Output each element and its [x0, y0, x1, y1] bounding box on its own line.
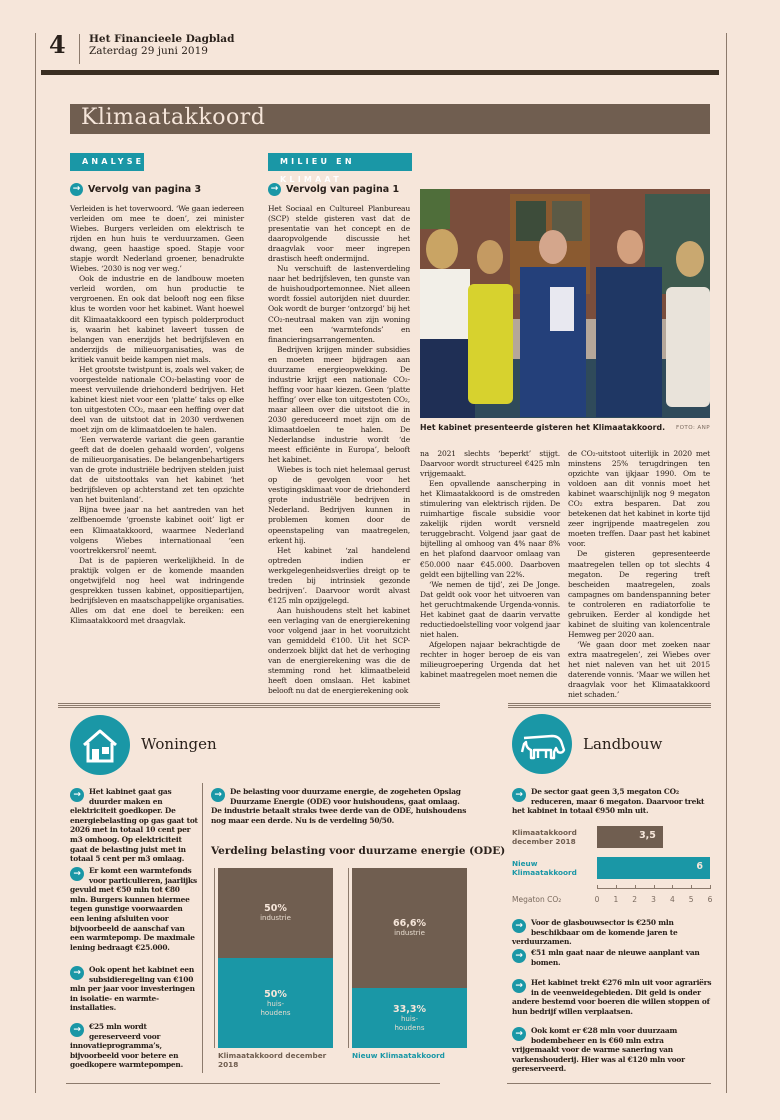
woningen-bottom-rule	[66, 1083, 440, 1084]
paragraph: Het grootste twistpunt is, zoals wel vaker, de voorgestelde nationale CO₂-belasting voor de meest vervuilende driehonderd bedrijven. Het kabinet kiest niet voor een ‘platte’ taks op elke ton uitgestoten CO₂, maar een heffing over dat deel van de uitstoot dat in 2030 verdwenen moet zijn om de klimaatdoelen te halen.	[70, 364, 244, 435]
segment-value: 33,3%	[393, 1003, 426, 1015]
segment-industrie	[352, 868, 467, 988]
x-tick	[672, 885, 673, 889]
segment-label: huis- houdens	[260, 999, 291, 1017]
photo-credit: FOTO: ANP	[676, 425, 710, 431]
paragraph: De gisteren gepresenteerde maatregelen tellen op tot slechts 4 megaton. De regering treft bescheiden maatregelen, zoals campagnes om bandenspanning beter te controleren en radiatorfolie te gebruiken. Eerder al kondigde het kabinet de sluiting van kolencentrale Hemweg per 2020 aan.	[568, 549, 710, 639]
issue-date: Zaterdag 29 juni 2019	[89, 45, 208, 57]
article-milieu-column-1	[268, 204, 410, 696]
paragraph: Nu verschuift de lastenverdeling naar het bedrijfsleven, ten gunste van de huishoudportemonnee. Niet alleen wordt fossiel autorijden niet duurder. Ook wordt de burger ‘ontzorgd’ bij het CO₂-neutraal maken van zijn woning met een ‘warmtefonds’ en financieringsarrangementen.	[268, 264, 410, 344]
x-tick-label: 6	[707, 895, 713, 904]
arrow-right-icon: →	[268, 183, 281, 196]
x-tick	[616, 885, 617, 889]
tag-analyse[interactable]: ANALYSE	[70, 153, 144, 171]
x-tick-label: 3	[651, 895, 656, 904]
ode-stacked-chart	[210, 865, 480, 1070]
paragraph: Verleiden is het toverwoord. ‘We gaan iedereen verleiden om mee te doen’, zei minister Wiebes. Burgers verleiden om elektrisch te rijden en hun huis te verduurzamen. Geen dwang, geen haastige spoed. Stapje voor stapje wordt Nederland groener, benadrukte Wiebes. ‘2030 is nog ver weg.’	[70, 204, 244, 274]
cow-icon	[512, 714, 572, 774]
bar-value: 6	[696, 861, 703, 872]
landbouw-bullet: → Het kabinet trekt €276 mln uit voor agrariërs in de veenweidegebieden. Dit geld is onder andere bestemd voor boeren die willen stoppen of hun bedrijf willen verplaatsen.	[512, 978, 712, 1016]
category-label: Nieuw Klimaatakkoord	[352, 1051, 445, 1060]
arrow-right-icon: →	[512, 979, 526, 993]
page-frame-left	[35, 33, 36, 1093]
segment-value: 50%	[264, 903, 287, 914]
paragraph: Het Sociaal en Cultureel Planbureau (SCP) stelde gisteren vast dat de presentatie van het concept en de daaropvolgende discussie het draagvlak voor meer ingrepen drastisch heeft ondermijnd.	[268, 204, 410, 264]
paragraph: ‘We gaan door met zoeken naar extra maatregelen’, zei Wiebes over het niet naleven van het uit 2015 daterende vonnis. ‘Maar we willen het draagvlak voor het Klimaatakkoord niet schaden.’	[568, 639, 710, 700]
article-milieu-column-3	[568, 449, 710, 700]
paragraph: Dat is de papieren werkelijkheid. In de praktijk volgen er de komende maanden ongetwijfeld nog heel wat indringende gesprekken tussen kabinet, oppositiepartijen, bedrijfsleven en maatschappelijke organisaties. Alles om dat ene doel te bereiken: een Klimaatakkoord met draagvlak.	[70, 555, 244, 625]
x-tick-label: 1	[613, 895, 619, 904]
x-tick	[710, 885, 711, 889]
page-frame-right	[726, 33, 727, 1093]
x-tick-label: 4	[669, 895, 675, 904]
hbar	[597, 826, 663, 848]
cabinet-photo[interactable]	[420, 189, 710, 418]
article-milieu-column-2	[420, 449, 560, 680]
category-label: Nieuw Klimaatakkoord	[512, 859, 577, 877]
landbouw-bullet: → Ook komt er €28 mln voor duurzaam bodembeheer en is €60 mln extra vrijgemaakt voor de warme sanering van varkenshouderij. Hier was al €120 mln voor gereserveerd.	[512, 1026, 685, 1074]
ode-bullet: → De belasting voor duurzame energie, de zogeheten Opslag Duurzame Energie (ODE) voor huishoudens, gaat omlaag. De industrie betaalt straks twee derde van de ODE, huishoudens nog maar een derde. Nu is de verdeling 50/50.	[211, 787, 467, 825]
article-analyse-column	[70, 204, 244, 626]
bar-value: 3,5	[639, 830, 656, 841]
woningen-bullet: → Er komt een warmtefonds voor particulieren, jaarlijks gevuld met €50 mln tot €80 mln. Burgers kunnen hiermee tegen gunstige voorwaarden een lening afsluiten voor bijvoorbeeld de aanschaf van een warmtepomp. De maximale lening bedraagt €25.000.	[70, 866, 197, 952]
stacked-bar	[352, 868, 467, 1048]
arrow-right-icon: →	[211, 788, 225, 802]
arrow-right-icon: →	[512, 949, 526, 963]
landbouw-bullet: → Voor de glasbouwsector is €250 mln beschikbaar om de komende jaren te verduurzamen.	[512, 918, 678, 947]
arrow-right-icon: →	[70, 183, 83, 196]
woningen-top-rule	[58, 703, 440, 708]
landbouw-icon-circle	[512, 714, 572, 774]
paragraph: Wiebes is toch niet helemaal gerust op de gevolgen voor het vestigingsklimaat voor de driehonderd grote industriële bedrijven in Nederland. Bedrijven kunnen in problemen komen door de opeenstapeling van maatregelen, erkent hij.	[268, 465, 410, 545]
x-tick	[597, 885, 598, 889]
arrow-right-icon: →	[70, 1023, 84, 1037]
page-number: 4	[49, 30, 66, 59]
photo-illustration	[420, 189, 710, 418]
masthead	[89, 33, 234, 57]
stacked-bar	[218, 868, 333, 1048]
x-tick	[691, 885, 692, 889]
paragraph: Een opvallende aanscherping in het Klimaatakkoord is de omstreden stimulering van elektrisch rijden. De ruimhartige fiscale subsidie voor zakelijk rijden wordt versneld teruggebracht. Volgend jaar gaat de bijtelling al omhoog van 4% naar 8% en het plafond daarvoor omlaag van €50.000 naar €45.000. Daarboven geldt een bijtelling van 22%.	[420, 479, 560, 579]
segment-value: 66,6%	[393, 918, 426, 929]
ode-chart-title: Verdeling belasting voor duurzame energie (ODE)	[211, 845, 506, 857]
photo-caption: Het kabinet presenteerde gisteren het Klimaatakkoord.	[420, 423, 666, 432]
paragraph: Bijna twee jaar na het aantreden van het zelfbenoemde ‘groenste kabinet ooit’ ligt er een Klimaatakkoord, waarmee Nederland volgens Wiebes internationaal ‘een voortrekkersrol’ neemt.	[70, 505, 244, 555]
continued-label: Vervolg van pagina 3	[88, 183, 202, 195]
x-tick-label: 0	[594, 895, 600, 904]
continued-from-page-3[interactable]	[70, 182, 201, 196]
bar-axis	[348, 868, 349, 1048]
masthead-divider	[79, 34, 80, 64]
header-rule	[41, 70, 719, 75]
continued-from-page-1[interactable]	[268, 182, 399, 196]
paragraph: Bedrijven krijgen minder subsidies en moeten meer bijdragen aan duurzame energieopwekking. De industrie krijgt een nationale CO₂-heffing voor haar kiezen. Geen ‘platte heffing’ over elke ton uitgestoten CO₂, maar alleen over die uitstoot die in 2030 gereduceerd moet zijn om de klimaatdoelen te halen. De Nederlandse industrie wordt ‘de meest efficiënte in Europa’, belooft het kabinet.	[268, 344, 410, 465]
arrow-right-icon: →	[512, 919, 526, 933]
section-title: Klimaatakkoord	[81, 105, 266, 130]
paragraph: Aan huishoudens stelt het kabinet een verlaging van de energierekening voor volgend jaar in het vooruitzicht van gemiddeld €100. Uit het SCP-onderzoek blijkt dat het de verhoging van de energierekening was die de stemming rond het klimaatbeleid heeft doen omslaan. Het kabinet belooft nu dat de energierekening ook	[268, 605, 410, 696]
bar-axis	[214, 868, 215, 1048]
woningen-title: Woningen	[141, 735, 217, 753]
paragraph: Ook de industrie en de landbouw moeten verleid worden, om hun productie te vergroenen. En ook dat belooft nog een fikse klus te worden voor het kabinet. Want hoewel dit Klimaatakkoord een typisch polderproduct is, waarin het kabinet laveert tussen de belangen van enerzijds het bedrijfsleven en anderzijds de milieuorganisaties, was de kritiek vanuit beide kampen niet mals.	[70, 274, 244, 364]
x-tick-label: 2	[632, 895, 638, 904]
arrow-right-icon: →	[70, 867, 84, 881]
tag-milieu-en-klimaat[interactable]: MILIEU EN KLIMAAT	[268, 153, 412, 171]
section-banner	[70, 104, 710, 134]
woningen-bullet: → €25 mln wordt gereserveerd voor innovatieprogramma’s, bijvoorbeeld voor betere en goedkopere warmtepompen.	[70, 1022, 183, 1070]
paragraph: ‘We nemen de tijd’, zei De Jonge. Dat geldt ook voor het uitvoeren van het geruchtmakende Urgenda-vonnis. Het kabinet gaat de daarin vervatte reductiedoelstelling voor volgend jaar niet halen.	[420, 579, 560, 639]
house-icon	[70, 715, 130, 775]
segment-industrie	[218, 868, 333, 958]
continued-label: Vervolg van pagina 1	[286, 183, 400, 195]
woningen-column-divider	[202, 783, 203, 1073]
landbouw-bottom-rule	[507, 1083, 711, 1084]
segment-label: industrie	[260, 914, 291, 922]
segment-label: industrie	[394, 929, 425, 937]
segment-huishoudens	[352, 988, 467, 1048]
arrow-right-icon: →	[70, 788, 84, 802]
woningen-icon-circle	[70, 715, 130, 775]
x-tick	[635, 885, 636, 889]
paragraph: Afgelopen najaar bekrachtigde de rechter in hoger beroep de eis van milieugroepering Urgenda dat het kabinet maatregelen moet nemen die	[420, 639, 560, 680]
woningen-bullet: → Ook opent het kabinet een subsidieregeling van €100 mln per jaar voor investeringen in isolatie- en warmte-installaties.	[70, 965, 195, 1013]
category-label: Klimaatakkoord december 2018	[512, 828, 577, 846]
hbar	[597, 857, 710, 879]
arrow-right-icon: →	[512, 788, 526, 802]
segment-huishoudens	[218, 958, 333, 1048]
arrow-right-icon: →	[512, 1027, 526, 1041]
paragraph: Het kabinet ‘zal handelend optreden indien er werkgelegenheidsverlies dreigt op te treden bij intrinsiek gezonde bedrijven’. Daarvoor wordt alvast €125 mln opzijgelegd.	[268, 545, 410, 605]
landbouw-top-rule	[508, 703, 711, 708]
segment-value: 50%	[264, 988, 287, 1000]
paragraph: na 2021 slechts ‘beperkt’ stijgt. Daarvoor wordt structureel €425 mln vrijgemaakt.	[420, 449, 560, 479]
category-label: Klimaatakkoord december 2018	[218, 1051, 327, 1069]
woningen-bullet: → Het kabinet gaat gas duurder maken en elektriciteit goedkoper. De energiebelasting op gas gaat tot 2026 met in totaal 10 cent per m3 omhoog. Op elektriciteit gaat de belasting juist met in totaal 5 cent per m3 omlaag.	[70, 787, 198, 864]
landbouw-bullet: → €51 mln gaat naar de nieuwe aanplant van bomen.	[512, 948, 712, 967]
landbouw-intro-bullet: → De sector gaat geen 3,5 megaton CO₂ reduceren, maar 6 megaton. Daarvoor trekt het kabinet in totaal €950 mln uit.	[512, 787, 705, 816]
x-axis-title: Megaton CO₂	[512, 895, 562, 904]
x-tick-label: 5	[688, 895, 694, 904]
paragraph: de CO₂-uitstoot uiterlijk in 2020 met minstens 25% terugdringen ten opzichte van ijkjaar 1990. Om te voldoen aan dit vonnis moet het kabinet waarschijnlijk nog 9 megaton CO₂ extra besparen. Dat zou betekenen dat het kabinet in korte tijd zeer ingrijpende maatregelen zou moeten treffen. Daar past het kabinet voor.	[568, 449, 710, 549]
paper-name: Het Financieele Dagblad	[89, 33, 235, 45]
landbouw-title: Landbouw	[583, 735, 663, 753]
paragraph: ‘Een verwaterde variant die geen garantie geeft dat de doelen gehaald worden’, volgens de milieuorganisaties. De belangenbehartigers van de grote industriële bedrijven stelden juist dat de uitstoottaks van het kabinet ‘het bedrijfsleven op achterstand zet ten opzichte van het buitenland’.	[70, 435, 244, 505]
arrow-right-icon: →	[70, 966, 84, 980]
x-tick	[654, 885, 655, 889]
segment-label: huis- houdens	[394, 1014, 425, 1032]
